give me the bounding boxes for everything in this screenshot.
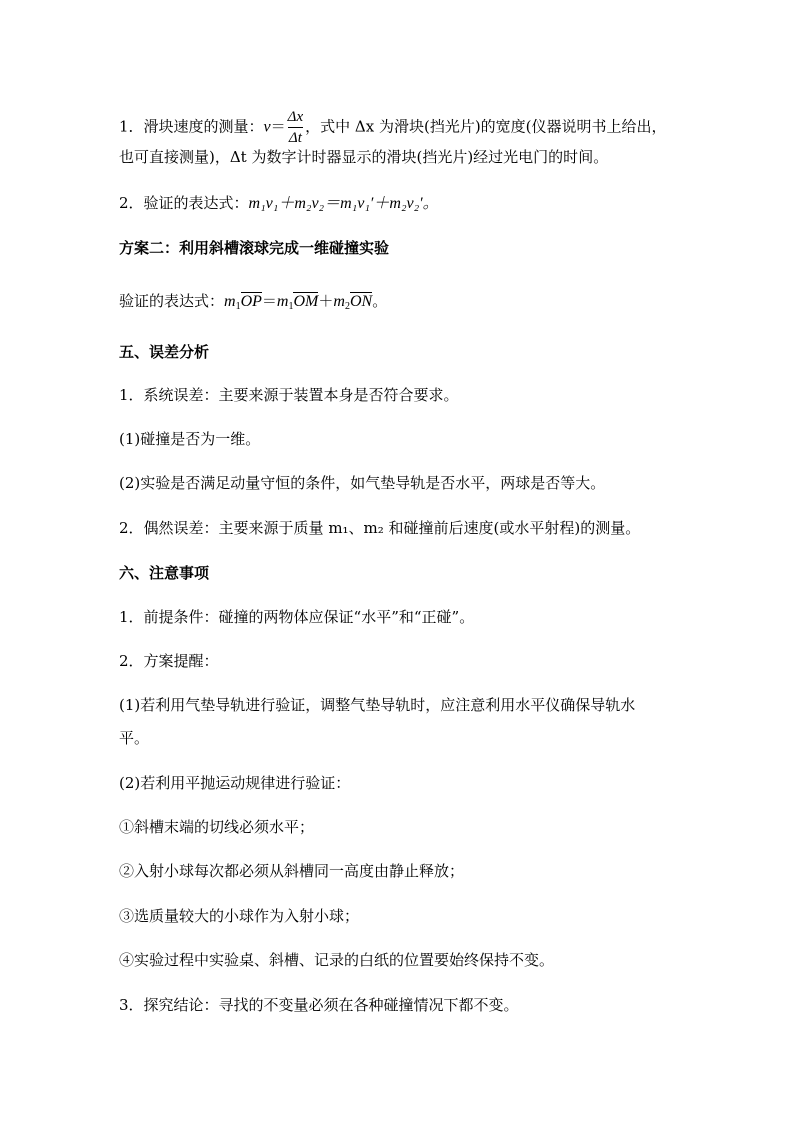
op-segment: OP [240, 293, 262, 310]
momentum-formula-1: m₁v₁＋m₂v₂＝m₁v₁′＋m₂v₂′。 [248, 195, 439, 212]
line-conclusion: 3．探究结论：寻找的不变量必须在各种碰撞情况下都不变。 [119, 996, 519, 1014]
line-velocity-measure [119, 108, 667, 147]
plus-sign: ＋ [318, 292, 334, 310]
list-item-3: ③选质量较大的小球作为入射小球； [119, 907, 360, 925]
line-expression-2 [119, 292, 387, 312]
period: 。 [372, 292, 388, 310]
line-momentum-condition: (2)实验是否满足动量守恒的条件，如气垫导轨是否水平，两球是否等大。 [119, 474, 606, 492]
m2-subscript: 2 [344, 301, 350, 312]
expression-label-2: 验证的表达式： [119, 292, 225, 310]
equals-sign-2: ＝ [261, 292, 277, 310]
fraction-numerator: Δx [287, 109, 304, 125]
heading-notes: 六、注意事项 [119, 564, 210, 582]
fraction-bar [288, 127, 303, 128]
fraction-denominator: Δt [288, 130, 302, 146]
velocity-fraction [288, 108, 303, 147]
list-item-1: ①斜槽末端的切线必须水平； [119, 818, 315, 836]
heading-error-analysis: 五、误差分析 [119, 343, 210, 361]
line-precondition: 1．前提条件：碰撞的两物体应保证“水平”和“正碰”。 [119, 608, 475, 626]
heading-fangan2: 方案二：利用斜槽滚球完成一维碰撞实验 [119, 239, 390, 257]
v-symbol: v [263, 118, 271, 136]
list-item-4: ④实验过程中实验桌、斜槽、记录的白纸的位置要始终保持不变。 [119, 951, 555, 969]
line-collision-1d: (1)碰撞是否为一维。 [119, 430, 261, 448]
line-air-track: (1)若利用气垫导轨进行验证，调整气垫导轨时，应注意利用水平仪确保导轨水 [119, 696, 636, 714]
m1-subscript-b: 1 [288, 301, 294, 312]
m2-symbol: m [333, 293, 345, 310]
line-expression-1 [119, 196, 439, 212]
expression-label: 2．验证的表达式： [119, 194, 249, 212]
om-segment: OM [293, 293, 319, 310]
velocity-description: ，式中 Δx 为滑块(挡光片)的宽度(仪器说明书上给出， [305, 117, 667, 136]
line-scheme-reminder: 2．方案提醒： [119, 652, 219, 670]
line-air-track-cont: 平。 [119, 729, 150, 747]
on-segment: ON [349, 293, 373, 310]
line-system-error: 1．系统误差：主要来源于装置本身是否符合要求。 [119, 386, 459, 404]
line-projectile: (2)若利用平抛运动规律进行验证： [119, 774, 351, 792]
m1-symbol-b: m [276, 293, 289, 310]
list-item-2: ②入射小球每次都必须从斜槽同一高度由静止释放； [119, 862, 465, 880]
line-random-error: 2．偶然误差：主要来源于质量 m₁、m₂ 和碰撞前后速度(或水平射程)的测量。 [119, 519, 641, 537]
m1-symbol: m [224, 293, 236, 310]
m1-subscript: 1 [235, 301, 241, 312]
line-direct-measure: 也可直接测量)，Δt 为数字计时器显示的滑块(挡光片)经过光电门的时间。 [119, 148, 609, 166]
velocity-label: 1．滑块速度的测量： [119, 117, 264, 136]
equals-sign: ＝ [270, 117, 286, 136]
